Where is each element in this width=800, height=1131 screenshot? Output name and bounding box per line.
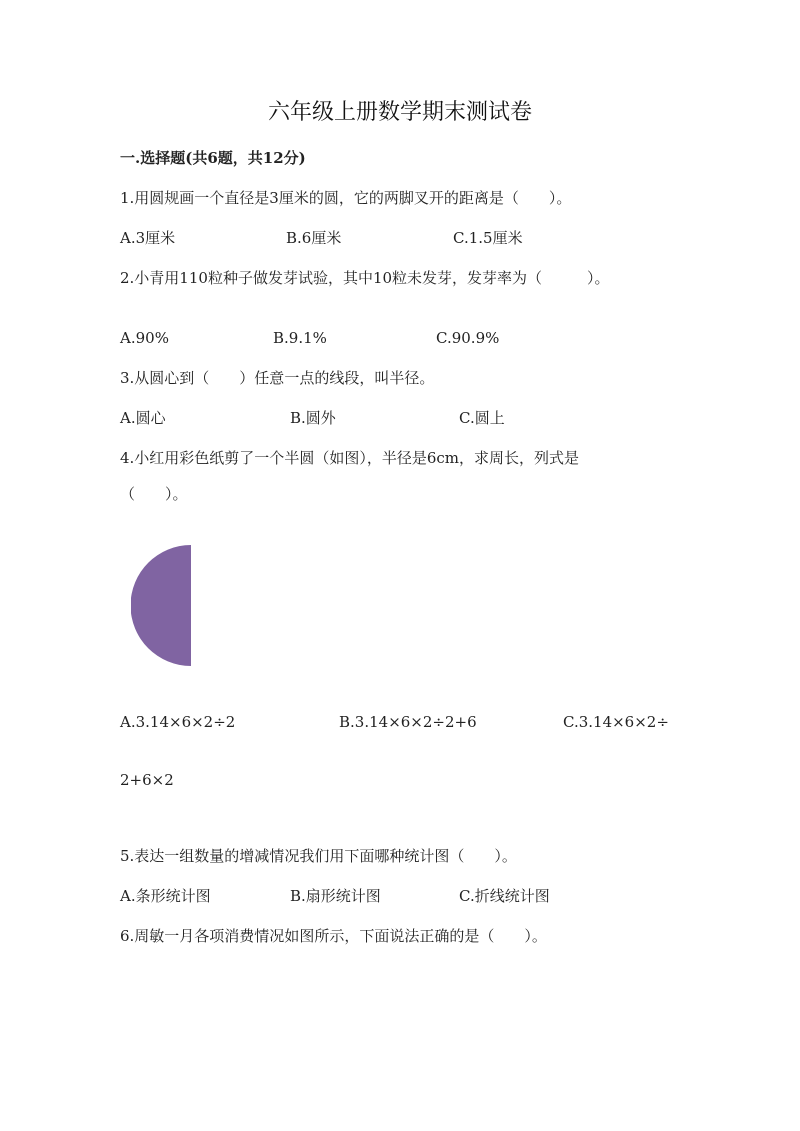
question-5-option-a: A.条形统计图 <box>120 887 211 905</box>
question-1-text: 1.用圆规画一个直径是3厘米的圆，它的两脚叉开的距离是（ ）。 <box>120 189 572 207</box>
question-5-option-b: B.扇形统计图 <box>290 887 381 905</box>
page-title: 六年级上册数学期末测试卷 <box>267 100 532 125</box>
question-5-text: 5.表达一组数量的增减情况我们用下面哪种统计图（ ）。 <box>120 847 517 865</box>
question-1-option-b: B.6厘米 <box>286 229 342 247</box>
question-3-text: 3.从圆心到（ ）任意一点的线段，叫半径。 <box>120 369 435 387</box>
question-1-option-a: A.3厘米 <box>120 229 176 247</box>
question-3-option-b: B.圆外 <box>290 409 336 427</box>
question-2-option-a: A.90% <box>120 329 169 347</box>
question-4-option-c: C.3.14×6×2÷ <box>563 713 669 731</box>
semicircle-shape <box>131 545 191 666</box>
question-4-answer-blank: （ ）。 <box>120 485 188 503</box>
question-3-option-c: C.圆上 <box>459 409 505 427</box>
question-4-text: 4.小红用彩色纸剪了一个半圆（如图），半径是6cm，求周长，列式是 <box>120 449 579 467</box>
semicircle-figure <box>131 545 191 666</box>
question-4-option-b: B.3.14×6×2÷2+6 <box>339 713 477 731</box>
question-4-option-a: A.3.14×6×2÷2 <box>120 713 236 731</box>
question-2-text: 2.小青用110粒种子做发芽试验，其中10粒未发芽，发芽率为（ ）。 <box>120 269 610 287</box>
question-2-option-c: C.90.9% <box>436 329 500 347</box>
question-1-option-c: C.1.5厘米 <box>453 229 523 247</box>
section-heading: 一.选择题(共6题，共12分) <box>120 149 306 167</box>
question-3-option-a: A.圆心 <box>120 409 166 427</box>
question-6-text: 6.周敏一月各项消费情况如图所示，下面说法正确的是（ ）。 <box>120 927 547 945</box>
question-2-option-b: B.9.1% <box>273 329 327 347</box>
question-5-option-c: C.折线统计图 <box>459 887 550 905</box>
question-4-option-c-continued: 2+6×2 <box>120 771 174 789</box>
